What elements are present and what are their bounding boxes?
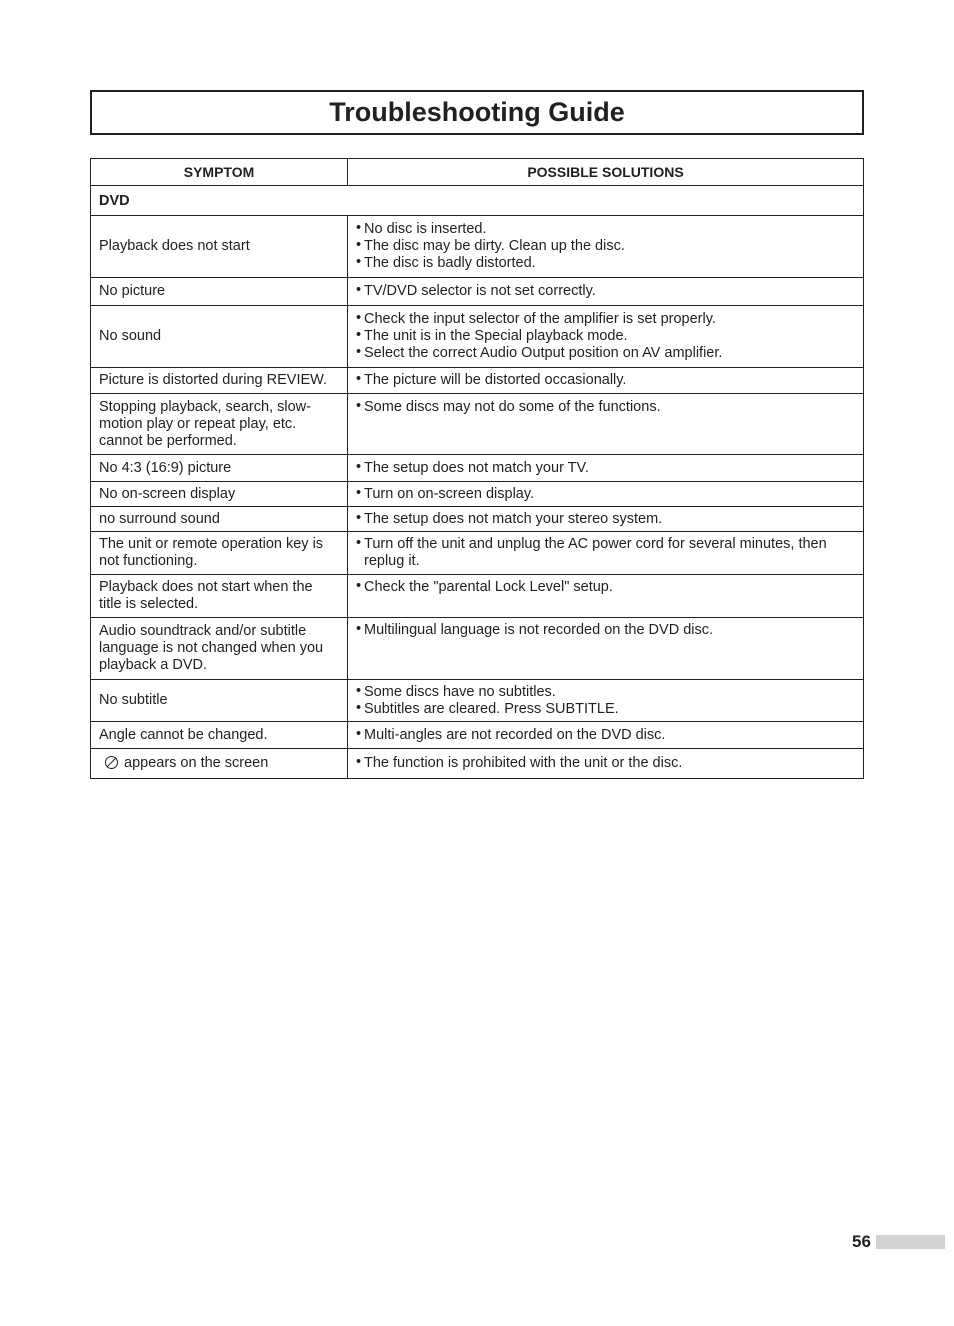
- table-row: [91, 278, 864, 306]
- solution-item: • Some discs may not do some of the functions.: [356, 399, 855, 416]
- solution-item: • The setup does not match your TV.: [356, 460, 855, 477]
- solution-item: • The disc is badly distorted.: [356, 255, 855, 272]
- solution-item: • Subtitles are cleared. Press SUBTITLE.: [356, 701, 855, 718]
- solution-cell: [348, 394, 864, 455]
- symptom-header: SYMPTOM: [91, 159, 348, 186]
- symptom-cell: [91, 749, 348, 779]
- prohibited-icon: [105, 756, 118, 769]
- section-row: [91, 186, 864, 216]
- symptom-cell: No 4:3 (16:9) picture: [91, 455, 348, 482]
- troubleshooting-table: [90, 158, 864, 779]
- solution-cell: [348, 368, 864, 394]
- solution-cell: [348, 278, 864, 306]
- solution-item: • No disc is inserted.: [356, 221, 855, 238]
- table-row: [91, 680, 864, 722]
- page-number: 56: [852, 1232, 871, 1251]
- table-row: [91, 532, 864, 575]
- solution-cell: [348, 749, 864, 779]
- symptom-cell: Playback does not start when the title is selected.: [91, 575, 348, 618]
- solutions-header: POSSIBLE SOLUTIONS: [348, 159, 864, 186]
- solution-cell: [348, 618, 864, 680]
- section-dvd: DVD: [91, 186, 864, 216]
- table-row: [91, 618, 864, 680]
- solution-item: • Multilingual language is not recorded on the DVD disc.: [356, 622, 855, 639]
- solution-cell: [348, 482, 864, 507]
- solution-cell: [348, 306, 864, 368]
- solution-cell: [348, 680, 864, 722]
- solution-item: • Turn on on-screen display.: [356, 486, 855, 503]
- page-number-bar: [876, 1235, 945, 1249]
- table-row: [91, 575, 864, 618]
- solution-item: • Some discs have no subtitles.: [356, 684, 855, 701]
- symptom-cell: No subtitle: [91, 680, 348, 722]
- symptom-cell: no surround sound: [91, 507, 348, 532]
- solution-item: • Check the input selector of the amplifier is set properly.: [356, 311, 855, 328]
- table-row: [91, 749, 864, 779]
- table-row: [91, 482, 864, 507]
- solution-cell: [348, 455, 864, 482]
- table-row: [91, 722, 864, 749]
- solution-item: • The function is prohibited with the unit or the disc.: [356, 755, 855, 772]
- solution-item: • Multi-angles are not recorded on the DVD disc.: [356, 727, 855, 744]
- solution-item: • The unit is in the Special playback mode.: [356, 328, 855, 345]
- table-row: [91, 394, 864, 455]
- symptom-cell: Playback does not start: [91, 216, 348, 278]
- symptom-cell: Stopping playback, search, slow-motion play or repeat play, etc. cannot be performed.: [91, 394, 348, 455]
- solution-cell: [348, 507, 864, 532]
- solution-item: • TV/DVD selector is not set correctly.: [356, 283, 855, 300]
- solution-item: • The setup does not match your stereo system.: [356, 511, 855, 528]
- solution-cell: [348, 575, 864, 618]
- symptom-cell: The unit or remote operation key is not functioning.: [91, 532, 348, 575]
- solution-item: • The disc may be dirty. Clean up the disc.: [356, 238, 855, 255]
- symptom-cell: Angle cannot be changed.: [91, 722, 348, 749]
- page-title: Troubleshooting Guide: [329, 97, 625, 127]
- table-row: [91, 306, 864, 368]
- solution-cell: [348, 216, 864, 278]
- solution-cell: [348, 722, 864, 749]
- solution-item: • The picture will be distorted occasionally.: [356, 372, 855, 389]
- solution-cell: [348, 532, 864, 575]
- table-row: [91, 368, 864, 394]
- symptom-cell: Audio soundtrack and/or subtitle language is not changed when you playback a DVD.: [91, 618, 348, 680]
- table-row: [91, 216, 864, 278]
- symptom-cell: No sound: [91, 306, 348, 368]
- symptom-cell: Picture is distorted during REVIEW.: [91, 368, 348, 394]
- symptom-text: appears on the screen: [124, 755, 269, 771]
- table-row: [91, 455, 864, 482]
- table-header-row: [91, 159, 864, 186]
- symptom-cell: No picture: [91, 278, 348, 306]
- solution-item: • Select the correct Audio Output position on AV amplifier.: [356, 345, 855, 362]
- table-row: [91, 507, 864, 532]
- title-box: [90, 90, 864, 135]
- solution-item: • Check the "parental Lock Level" setup.: [356, 579, 855, 596]
- symptom-cell: No on-screen display: [91, 482, 348, 507]
- solution-item: • Turn off the unit and unplug the AC power cord for several minutes, then replug it.: [356, 536, 855, 570]
